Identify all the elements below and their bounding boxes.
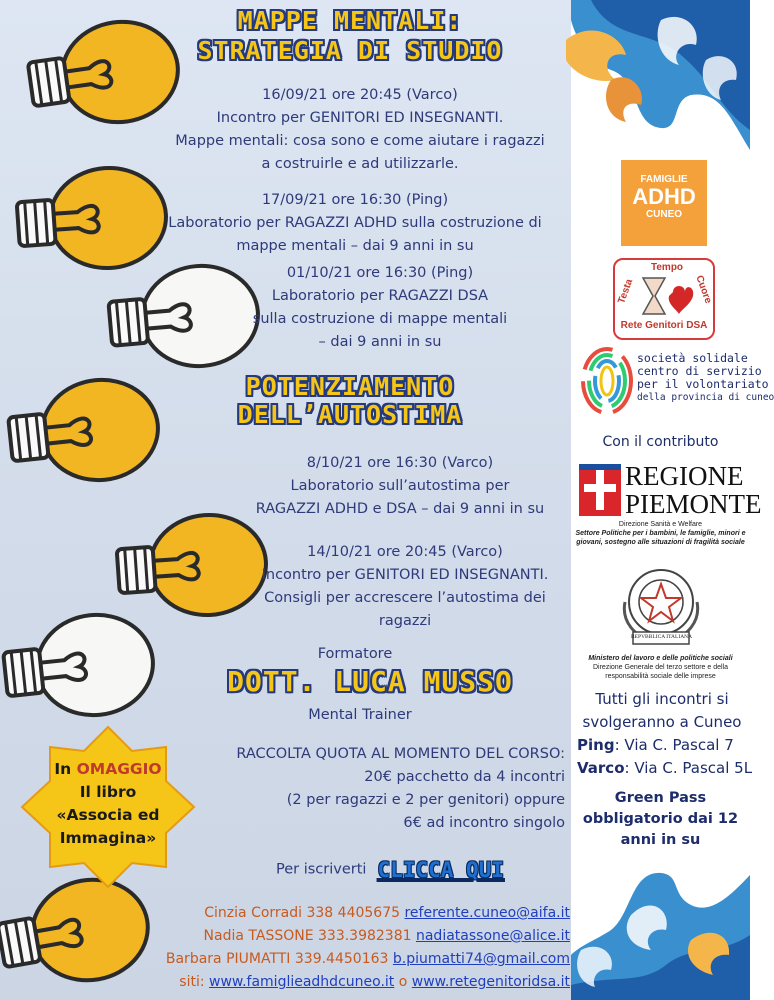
greenpass-line: obbligatorio dai 12 (582, 811, 739, 827)
trainer-label: Formatore (317, 646, 393, 662)
regione-subtitle (571, 520, 750, 547)
sites-or: o (398, 974, 408, 990)
contact-name: Cinzia Corradi 338 4405675 (204, 905, 401, 921)
event-date: 16/09/21 ore 20:45 (Varco) (262, 87, 458, 103)
csv-logo-line: per il volontariato (637, 377, 769, 391)
event-line: – dai 9 anni in su (318, 334, 442, 350)
contact-row (130, 925, 570, 948)
event-card (230, 262, 530, 354)
ministero-line: responsabilità sociale delle imprese (605, 673, 716, 680)
event-line: ragazzi (378, 613, 432, 629)
fees-line: 20€ pacchetto da 4 incontri (364, 769, 565, 785)
dsa-logo (613, 258, 715, 340)
adhd-logo-line: FAMIGLIE (640, 174, 688, 185)
fees-line: 6€ ad incontro singolo (403, 815, 565, 831)
white-bulb (0, 609, 158, 724)
event-line: Laboratorio sull’autostima per (290, 478, 510, 494)
ministero-text (571, 654, 750, 681)
sites-label: siti: (179, 974, 205, 990)
event-card (150, 84, 570, 176)
ping-address: : Via C. Pascal 7 (614, 736, 734, 754)
dsa-logo-word: Tempo (651, 262, 684, 273)
event-line: RAGAZZI ADHD e DSA – dai 9 anni in su (255, 501, 545, 517)
location-varco (577, 757, 753, 780)
event-line: sulla costruzione di mappe mentali (252, 311, 508, 327)
gift-text (38, 758, 178, 850)
ministero-line: Ministero del lavoro e delle politiche sociali (588, 655, 733, 662)
gift-line: «Associa ed (56, 806, 160, 824)
contact-row (130, 902, 570, 925)
csv-logo-line: centro di servizio (637, 364, 762, 378)
event-line: Consigli per accrescere l’autostima dei (264, 590, 546, 606)
event-date: 14/10/21 ore 20:45 (Varco) (307, 544, 503, 560)
contacts-block (130, 902, 570, 994)
event-line: Incontro per GENITORI ED INSEGNANTI. (261, 567, 549, 583)
yellow-bulb (5, 374, 163, 489)
dsa-logo-word: Cuore (693, 274, 714, 305)
event-date: 8/10/21 ore 16:30 (Varco) (306, 455, 494, 471)
regione-sub-line: Settore Politiche per i bambini, le famiglie, minori e (575, 530, 746, 537)
signup-row (276, 858, 504, 882)
site-link[interactable]: www.famiglieadhdcuneo.it (209, 974, 395, 990)
title-line: MAPPE MENTALI: (237, 6, 463, 35)
greenpass-line: anni in su (620, 832, 701, 848)
signup-text: Per iscriverti (276, 861, 367, 878)
event-date: 17/09/21 ore 16:30 (Ping) (261, 192, 449, 208)
ministero-line: Direzione Generale del terzo settore e della (592, 664, 729, 671)
fees-block (205, 743, 565, 835)
event-card (145, 189, 565, 258)
event-date: 01/10/21 ore 16:30 (Ping) (286, 265, 474, 281)
sites-row (130, 971, 570, 994)
contact-name: Nadia TASSONE 333.3982381 (203, 928, 412, 944)
adhd-logo-line: CUNEO (645, 209, 683, 220)
ping-label: Ping (577, 736, 615, 754)
location-block (577, 688, 753, 780)
varco-label: Varco (577, 759, 625, 777)
greenpass-line: Green Pass (614, 790, 707, 806)
event-line: mappe mentali – dai 9 anni in su (236, 238, 474, 254)
trainer-name: DOTT. LUCA MUSSO (227, 665, 513, 698)
event-card (240, 541, 570, 633)
adhd-logo-title: ADHD (632, 184, 696, 209)
regione-sub-line: giovani, sostegno alle situazioni di fragilità sociale (576, 539, 745, 546)
contact-name: Barbara PIUMATTI 339.4450163 (165, 951, 389, 967)
event-line: a costruirle e ad utilizzarle. (261, 156, 459, 172)
sidebar (571, 0, 774, 1000)
title-line: DELL’AUTOSTIMA (237, 400, 463, 429)
contact-email-link[interactable]: referente.cuneo@aifa.it (404, 905, 570, 921)
regione-line: PIEMONTE (625, 489, 762, 519)
piemonte-crest-icon (579, 464, 621, 516)
title-line: STRATEGIA DI STUDIO (197, 36, 503, 65)
event-line: Mappe mentali: cosa sono e come aiutare i ragazzi (175, 133, 545, 149)
csv-logo-line: della provincia di cuneo (637, 392, 774, 403)
event-line: Incontro per GENITORI ED INSEGNANTI. (216, 110, 504, 126)
adhd-logo (621, 160, 707, 246)
location-line: svolgeranno a Cuneo (582, 713, 742, 731)
section2-title (200, 373, 500, 429)
contributo-label: Con il contributo (602, 434, 719, 450)
gift-in: In (54, 760, 72, 778)
contact-email-link[interactable]: nadiatassone@alice.it (415, 928, 570, 944)
regione-title (625, 462, 762, 518)
location-ping (577, 734, 747, 757)
gift-line (38, 758, 178, 781)
event-card (230, 452, 570, 521)
wave-top-illustration (571, 0, 750, 160)
wave-bottom-illustration (571, 855, 750, 1000)
trainer-role: Mental Trainer (308, 707, 412, 723)
title-line: POTENZIAMENTO (245, 372, 455, 401)
regione-line: REGIONE (625, 461, 744, 491)
signup-link[interactable]: CLICCA QUI (377, 858, 504, 882)
contact-email-link[interactable]: b.piumatti74@gmail.com (392, 951, 570, 967)
site-link[interactable]: www.retegenitoridsa.it (411, 974, 570, 990)
gift-line: Il libro (79, 783, 137, 801)
varco-address: : Via C. Pascal 5L (624, 759, 753, 777)
gift-line: Immagina» (59, 829, 157, 847)
event-line: Laboratorio per RAGAZZI DSA (271, 288, 489, 304)
location-line: Tutti gli incontri si (595, 690, 729, 708)
gift-omaggio: OMAGGIO (76, 760, 162, 778)
csv-logo-text (637, 352, 774, 404)
fees-line: (2 per ragazzi e 2 per genitori) oppure (286, 792, 565, 808)
fees-title: RACCOLTA QUOTA AL MOMENTO DEL CORSO: (236, 746, 565, 762)
greenpass-block (571, 788, 750, 851)
dsa-logo-word: Testa (616, 277, 636, 306)
contact-row (130, 948, 570, 971)
hourglass-heart-icon (635, 274, 695, 320)
csv-rainbow-logo-icon (577, 345, 637, 417)
emblem-ribbon-text: REPVBBLICA ITALIANA (631, 634, 693, 640)
event-line: Laboratorio per RAGAZZI ADHD sulla costruzione di (168, 215, 542, 231)
csv-logo-line: società solidale (637, 351, 748, 365)
regione-sub-line: Direzione Sanità e Welfare (618, 521, 703, 528)
trainer-name-box (180, 665, 560, 699)
dsa-logo-footer: Rete Genitori DSA (620, 320, 708, 331)
section1-title (150, 6, 550, 66)
